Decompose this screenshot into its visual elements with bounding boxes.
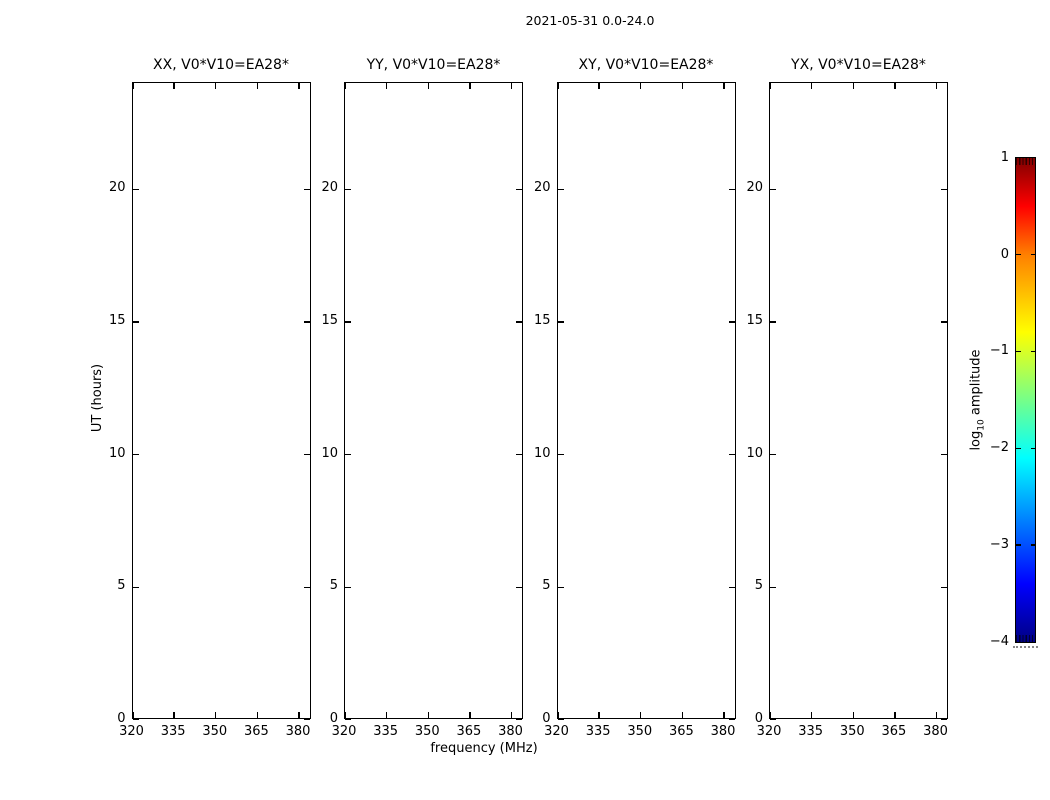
y-tick-label: 5 bbox=[329, 578, 338, 594]
x-tick-mark bbox=[428, 83, 429, 89]
x-tick-mark bbox=[345, 83, 346, 89]
y-tick-mark bbox=[941, 189, 947, 190]
y-tick-label: 10 bbox=[108, 445, 126, 461]
x-tick-mark bbox=[853, 712, 854, 718]
y-tick-mark bbox=[941, 454, 947, 455]
y-tick-mark bbox=[133, 321, 139, 322]
y-tick-mark bbox=[770, 587, 776, 588]
x-tick-label: 365 bbox=[456, 724, 482, 739]
subplot-panel-yx bbox=[769, 82, 948, 719]
y-tick-label: 10 bbox=[746, 445, 763, 461]
x-tick-mark bbox=[598, 83, 599, 89]
x-tick-label: 350 bbox=[202, 724, 228, 739]
colorbar-tick-mark bbox=[1031, 544, 1036, 545]
x-tick-mark bbox=[723, 712, 724, 718]
colorbar-axis-label bbox=[969, 349, 990, 450]
y-tick-mark bbox=[941, 719, 947, 720]
x-tick-mark bbox=[173, 83, 174, 89]
subplot-title: YX, V0*V10=EA28* bbox=[791, 57, 926, 73]
y-tick-mark bbox=[345, 719, 351, 720]
y-tick-mark bbox=[345, 587, 351, 588]
colorbar-tick-label: 1 bbox=[1000, 150, 1009, 165]
subplot-title: YY, V0*V10=EA28* bbox=[366, 57, 501, 73]
y-tick-mark bbox=[558, 454, 564, 455]
x-tick-mark bbox=[682, 712, 683, 718]
y-tick-label: 10 bbox=[533, 445, 551, 461]
y-tick-label: 15 bbox=[108, 312, 126, 328]
x-axis-label: frequency (MHz) bbox=[430, 741, 538, 756]
colorbar-tick-mark bbox=[1016, 254, 1021, 255]
y-tick-mark bbox=[133, 454, 139, 455]
x-tick-label: 365 bbox=[881, 724, 907, 739]
y-tick-mark bbox=[941, 321, 947, 322]
x-tick-mark bbox=[811, 712, 812, 718]
colorbar-top-hatch bbox=[1016, 158, 1035, 165]
y-tick-label: 0 bbox=[542, 711, 551, 726]
colorbar-tick-label: −2 bbox=[989, 440, 1009, 456]
x-tick-mark bbox=[345, 712, 346, 718]
subplot-panel-yy bbox=[344, 82, 523, 719]
x-tick-mark bbox=[770, 83, 771, 89]
y-tick-mark bbox=[770, 454, 776, 455]
colorbar-tick-label: 0 bbox=[1000, 246, 1009, 262]
y-tick-label: 10 bbox=[321, 445, 338, 461]
x-tick-mark bbox=[215, 83, 216, 89]
x-tick-mark bbox=[853, 83, 854, 89]
colorbar-tick-mark bbox=[1016, 544, 1021, 545]
x-tick-mark bbox=[215, 712, 216, 718]
x-tick-label: 350 bbox=[414, 724, 440, 739]
x-tick-label: 350 bbox=[839, 724, 865, 739]
colorbar-label-post: amplitude bbox=[968, 349, 984, 420]
y-tick-mark bbox=[558, 321, 564, 322]
y-tick-mark bbox=[345, 454, 351, 455]
x-tick-mark bbox=[173, 712, 174, 718]
x-tick-mark bbox=[936, 83, 937, 89]
colorbar-tick-mark bbox=[1016, 351, 1021, 352]
y-tick-mark bbox=[133, 719, 139, 720]
x-tick-mark bbox=[598, 712, 599, 718]
y-tick-label: 0 bbox=[329, 711, 338, 726]
x-tick-mark bbox=[640, 83, 641, 89]
x-tick-label: 320 bbox=[544, 724, 569, 739]
colorbar-bottom-hatch bbox=[1016, 635, 1035, 642]
colorbar-tick-label: −4 bbox=[989, 633, 1009, 649]
x-tick-label: 365 bbox=[243, 724, 269, 739]
y-tick-mark bbox=[770, 719, 776, 720]
x-tick-label: 365 bbox=[668, 724, 694, 739]
x-tick-mark bbox=[682, 83, 683, 89]
colorbar-tick-mark bbox=[1031, 448, 1036, 449]
colorbar bbox=[1015, 157, 1036, 643]
colorbar-tick-mark bbox=[1031, 254, 1036, 255]
x-tick-label: 335 bbox=[585, 724, 611, 739]
subplot-title: XY, V0*V10=EA28* bbox=[578, 57, 714, 73]
x-tick-mark bbox=[133, 83, 134, 89]
y-tick-label: 15 bbox=[533, 312, 551, 328]
y-tick-label: 5 bbox=[542, 578, 551, 594]
x-tick-mark bbox=[133, 712, 134, 718]
y-tick-label: 20 bbox=[746, 180, 763, 196]
y-tick-label: 20 bbox=[321, 180, 338, 196]
x-tick-mark bbox=[511, 712, 512, 718]
colorbar-tick-mark bbox=[1031, 351, 1036, 352]
y-tick-label: 20 bbox=[533, 180, 551, 196]
x-tick-mark bbox=[558, 83, 559, 89]
x-tick-label: 320 bbox=[331, 724, 357, 739]
y-tick-mark bbox=[558, 189, 564, 190]
y-tick-label: 5 bbox=[117, 578, 126, 594]
y-tick-label: 5 bbox=[754, 578, 763, 594]
colorbar-underflow-dots bbox=[1013, 646, 1038, 648]
x-tick-mark bbox=[469, 712, 470, 718]
x-tick-mark bbox=[428, 712, 429, 718]
y-tick-mark bbox=[558, 587, 564, 588]
y-tick-label: 20 bbox=[108, 180, 126, 196]
subplot-panel-xy bbox=[557, 82, 736, 719]
x-tick-mark bbox=[511, 83, 512, 89]
colorbar-tick-label: −1 bbox=[989, 343, 1009, 359]
x-tick-mark bbox=[894, 83, 895, 89]
x-tick-mark bbox=[298, 712, 299, 718]
y-tick-mark bbox=[770, 189, 776, 190]
x-tick-mark bbox=[640, 712, 641, 718]
colorbar-label-pre: log bbox=[968, 430, 984, 451]
y-tick-mark bbox=[133, 189, 139, 190]
figure-suptitle: 2021-05-31 0.0-24.0 bbox=[525, 13, 655, 28]
y-tick-label: 0 bbox=[117, 711, 126, 726]
y-tick-mark bbox=[558, 719, 564, 720]
x-tick-label: 320 bbox=[119, 724, 144, 739]
y-tick-mark bbox=[770, 321, 776, 322]
x-tick-mark bbox=[558, 712, 559, 718]
x-tick-mark bbox=[723, 83, 724, 89]
x-tick-mark bbox=[257, 712, 258, 718]
y-tick-mark bbox=[345, 321, 351, 322]
subplot-title: XX, V0*V10=EA28* bbox=[153, 57, 289, 73]
colorbar-tick-label: −3 bbox=[989, 536, 1009, 552]
y-tick-label: 0 bbox=[754, 711, 763, 726]
colorbar-label-subscript: 10 bbox=[976, 419, 987, 431]
x-tick-mark bbox=[469, 83, 470, 89]
x-tick-label: 335 bbox=[160, 724, 186, 739]
y-axis-label: UT (hours) bbox=[90, 363, 105, 433]
y-tick-label: 15 bbox=[321, 312, 338, 328]
y-tick-mark bbox=[941, 587, 947, 588]
subplot-panel-xx bbox=[132, 82, 311, 719]
x-tick-label: 380 bbox=[285, 724, 311, 739]
x-tick-mark bbox=[811, 83, 812, 89]
x-tick-mark bbox=[298, 83, 299, 89]
x-tick-label: 380 bbox=[498, 724, 523, 739]
colorbar-tick-mark bbox=[1016, 448, 1021, 449]
x-tick-label: 335 bbox=[373, 724, 399, 739]
y-tick-mark bbox=[345, 189, 351, 190]
x-tick-mark bbox=[770, 712, 771, 718]
x-tick-mark bbox=[386, 712, 387, 718]
x-tick-label: 320 bbox=[756, 724, 782, 739]
x-tick-label: 350 bbox=[627, 724, 653, 739]
x-tick-mark bbox=[894, 712, 895, 718]
y-tick-mark bbox=[133, 587, 139, 588]
x-tick-label: 380 bbox=[923, 724, 948, 739]
x-tick-mark bbox=[936, 712, 937, 718]
x-tick-label: 380 bbox=[710, 724, 736, 739]
x-tick-mark bbox=[386, 83, 387, 89]
y-tick-label: 15 bbox=[746, 312, 763, 328]
x-tick-mark bbox=[257, 83, 258, 89]
x-tick-label: 335 bbox=[798, 724, 824, 739]
